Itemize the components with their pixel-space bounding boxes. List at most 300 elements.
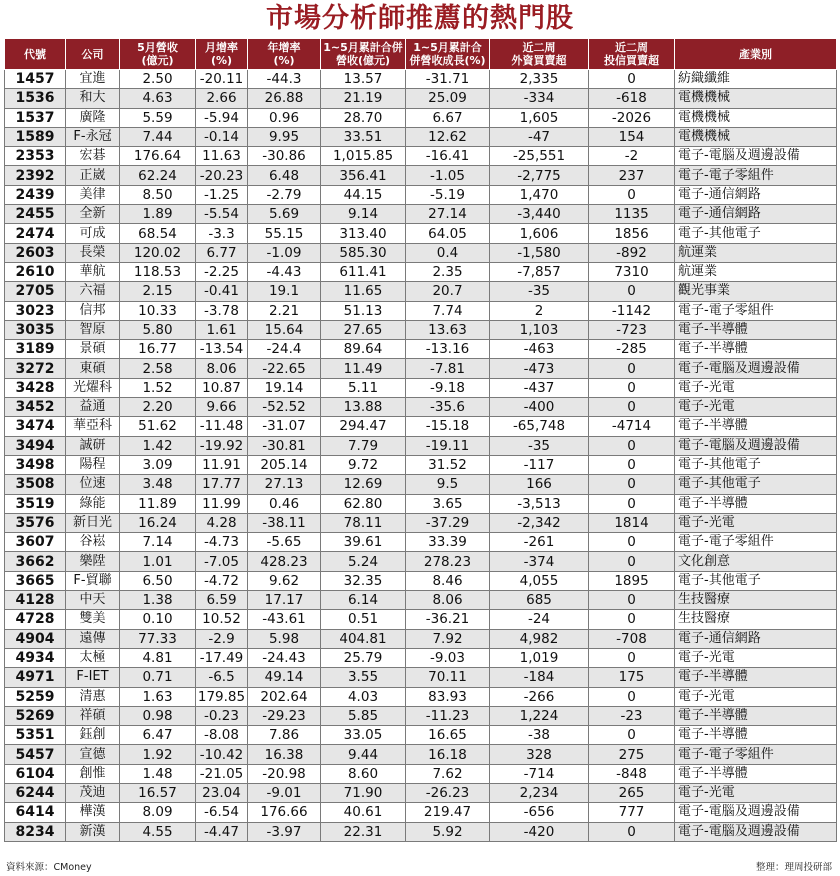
compiled-by-note: 整理：理周投研部 bbox=[755, 862, 832, 873]
column-header bbox=[406, 39, 490, 70]
month-growth-cell: -3.78 bbox=[196, 301, 248, 320]
year-growth-cell: 5.69 bbox=[248, 205, 321, 224]
company-name-cell: 新日光 bbox=[66, 513, 120, 532]
cumulative-revenue-cell: 33.51 bbox=[321, 127, 406, 146]
year-growth-cell: 9.62 bbox=[248, 571, 321, 590]
trust-net-buy-cell: 0 bbox=[589, 610, 675, 629]
company-name-cell: 全新 bbox=[66, 205, 120, 224]
company-name-cell: 遠傳 bbox=[66, 629, 120, 648]
cumulative-revenue-cell: 25.79 bbox=[321, 648, 406, 667]
year-growth-cell: -24.43 bbox=[248, 648, 321, 667]
trust-net-buy-cell: 1895 bbox=[589, 571, 675, 590]
trust-net-buy-cell: -723 bbox=[589, 320, 675, 339]
table-header-row bbox=[5, 39, 837, 70]
month-growth-cell: -11.48 bbox=[196, 417, 248, 436]
year-growth-cell: -31.07 bbox=[248, 417, 321, 436]
trust-net-buy-cell: 0 bbox=[589, 475, 675, 494]
column-header bbox=[196, 39, 248, 70]
month-growth-cell: -4.73 bbox=[196, 533, 248, 552]
stock-code-cell: 5269 bbox=[5, 706, 66, 725]
month-growth-cell: -0.23 bbox=[196, 706, 248, 725]
company-name-cell: 太極 bbox=[66, 648, 120, 667]
trust-net-buy-cell: 237 bbox=[589, 166, 675, 185]
month-growth-cell: 6.59 bbox=[196, 591, 248, 610]
trust-net-buy-cell: 0 bbox=[589, 359, 675, 378]
company-name-cell: 東碩 bbox=[66, 359, 120, 378]
company-name-cell: 清惠 bbox=[66, 687, 120, 706]
may-revenue-cell: 0.10 bbox=[120, 610, 196, 629]
trust-net-buy-cell: -2026 bbox=[589, 108, 675, 127]
cumulative-revenue-cell: 33.05 bbox=[321, 726, 406, 745]
industry-cell: 電子-電腦及週邊設備 bbox=[675, 436, 837, 455]
trust-net-buy-cell: -618 bbox=[589, 89, 675, 108]
cumulative-growth-cell: 33.39 bbox=[406, 533, 490, 552]
industry-cell: 電子-光電 bbox=[675, 648, 837, 667]
industry-cell: 電機機械 bbox=[675, 127, 837, 146]
table-row bbox=[5, 147, 837, 166]
year-growth-cell: -52.52 bbox=[248, 398, 321, 417]
may-revenue-cell: 3.09 bbox=[120, 455, 196, 474]
cumulative-growth-cell: -9.18 bbox=[406, 378, 490, 397]
month-growth-cell: -0.41 bbox=[196, 282, 248, 301]
stock-code-cell: 4971 bbox=[5, 668, 66, 687]
cumulative-growth-cell: 25.09 bbox=[406, 89, 490, 108]
stock-code-cell: 3665 bbox=[5, 571, 66, 590]
year-growth-cell: 5.98 bbox=[248, 629, 321, 648]
may-revenue-cell: 77.33 bbox=[120, 629, 196, 648]
year-growth-cell: -20.98 bbox=[248, 764, 321, 783]
cumulative-revenue-cell: 28.70 bbox=[321, 108, 406, 127]
may-revenue-cell: 0.98 bbox=[120, 706, 196, 725]
table-row bbox=[5, 513, 837, 532]
company-name-cell: 茂迪 bbox=[66, 783, 120, 802]
may-revenue-cell: 68.54 bbox=[120, 224, 196, 243]
industry-cell: 電機機械 bbox=[675, 108, 837, 127]
foreign-net-buy-cell: 685 bbox=[490, 591, 589, 610]
cumulative-growth-cell: 9.5 bbox=[406, 475, 490, 494]
company-name-cell: 谷崧 bbox=[66, 533, 120, 552]
foreign-net-buy-cell: -400 bbox=[490, 398, 589, 417]
year-growth-cell: 7.86 bbox=[248, 726, 321, 745]
column-header bbox=[66, 39, 120, 70]
company-name-cell: 祥碩 bbox=[66, 706, 120, 725]
column-header bbox=[490, 39, 589, 70]
may-revenue-cell: 7.44 bbox=[120, 127, 196, 146]
company-name-cell: 廣隆 bbox=[66, 108, 120, 127]
cumulative-revenue-cell: 89.64 bbox=[321, 340, 406, 359]
trust-net-buy-cell: 1814 bbox=[589, 513, 675, 532]
month-growth-cell: 179.85 bbox=[196, 687, 248, 706]
may-revenue-cell: 11.89 bbox=[120, 494, 196, 513]
cumulative-revenue-cell: 51.13 bbox=[321, 301, 406, 320]
trust-net-buy-cell: -23 bbox=[589, 706, 675, 725]
month-growth-cell: -10.42 bbox=[196, 745, 248, 764]
cumulative-growth-cell: 27.14 bbox=[406, 205, 490, 224]
year-growth-cell: -24.4 bbox=[248, 340, 321, 359]
foreign-net-buy-cell: 2,335 bbox=[490, 70, 589, 89]
table-row bbox=[5, 726, 837, 745]
industry-cell: 航運業 bbox=[675, 262, 837, 281]
company-name-cell: 新漢 bbox=[66, 822, 120, 841]
foreign-net-buy-cell: -1,580 bbox=[490, 243, 589, 262]
may-revenue-cell: 4.81 bbox=[120, 648, 196, 667]
industry-cell: 電子-通信網路 bbox=[675, 185, 837, 204]
stock-code-cell: 4934 bbox=[5, 648, 66, 667]
month-growth-cell: 17.77 bbox=[196, 475, 248, 494]
industry-cell: 電子-電腦及週邊設備 bbox=[675, 359, 837, 378]
column-header-text: 近二周 bbox=[522, 41, 556, 54]
industry-cell: 電子-光電 bbox=[675, 783, 837, 802]
column-header-text: 投信買賣超 bbox=[604, 54, 659, 67]
may-revenue-cell: 1.01 bbox=[120, 552, 196, 571]
table-row bbox=[5, 687, 837, 706]
may-revenue-cell: 16.57 bbox=[120, 783, 196, 802]
trust-net-buy-cell: 777 bbox=[589, 803, 675, 822]
trust-net-buy-cell: 7310 bbox=[589, 262, 675, 281]
cumulative-growth-cell: 70.11 bbox=[406, 668, 490, 687]
company-name-cell: 華亞科 bbox=[66, 417, 120, 436]
foreign-net-buy-cell: 1,103 bbox=[490, 320, 589, 339]
industry-cell: 電子-其他電子 bbox=[675, 571, 837, 590]
cumulative-revenue-cell: 5.85 bbox=[321, 706, 406, 725]
month-growth-cell: 10.87 bbox=[196, 378, 248, 397]
table-row bbox=[5, 127, 837, 146]
cumulative-revenue-cell: 78.11 bbox=[321, 513, 406, 532]
foreign-net-buy-cell: -656 bbox=[490, 803, 589, 822]
trust-net-buy-cell: 0 bbox=[589, 726, 675, 745]
year-growth-cell: -44.3 bbox=[248, 70, 321, 89]
industry-cell: 航運業 bbox=[675, 243, 837, 262]
column-header bbox=[5, 39, 66, 70]
year-growth-cell: 15.64 bbox=[248, 320, 321, 339]
trust-net-buy-cell: 0 bbox=[589, 455, 675, 474]
may-revenue-cell: 1.52 bbox=[120, 378, 196, 397]
month-growth-cell: -8.08 bbox=[196, 726, 248, 745]
stock-code-cell: 2603 bbox=[5, 243, 66, 262]
month-growth-cell: -1.25 bbox=[196, 185, 248, 204]
foreign-net-buy-cell: 2,234 bbox=[490, 783, 589, 802]
cumulative-growth-cell: 3.65 bbox=[406, 494, 490, 513]
foreign-net-buy-cell: -7,857 bbox=[490, 262, 589, 281]
month-growth-cell: 4.28 bbox=[196, 513, 248, 532]
month-growth-cell: -20.11 bbox=[196, 70, 248, 89]
cumulative-revenue-cell: 611.41 bbox=[321, 262, 406, 281]
cumulative-growth-cell: -13.16 bbox=[406, 340, 490, 359]
cumulative-growth-cell: 13.63 bbox=[406, 320, 490, 339]
company-name-cell: 和大 bbox=[66, 89, 120, 108]
company-name-cell: 樺漢 bbox=[66, 803, 120, 822]
cumulative-growth-cell: 64.05 bbox=[406, 224, 490, 243]
foreign-net-buy-cell: 4,982 bbox=[490, 629, 589, 648]
year-growth-cell: 19.14 bbox=[248, 378, 321, 397]
stock-code-cell: 2439 bbox=[5, 185, 66, 204]
cumulative-revenue-cell: 39.61 bbox=[321, 533, 406, 552]
industry-cell: 電子-電腦及週邊設備 bbox=[675, 822, 837, 841]
may-revenue-cell: 2.20 bbox=[120, 398, 196, 417]
table-row bbox=[5, 108, 837, 127]
industry-cell: 電子-光電 bbox=[675, 687, 837, 706]
industry-cell: 電子-半導體 bbox=[675, 320, 837, 339]
trust-net-buy-cell: 1856 bbox=[589, 224, 675, 243]
may-revenue-cell: 1.89 bbox=[120, 205, 196, 224]
year-growth-cell: 0.96 bbox=[248, 108, 321, 127]
foreign-net-buy-cell: -334 bbox=[490, 89, 589, 108]
month-growth-cell: 10.52 bbox=[196, 610, 248, 629]
cumulative-growth-cell: 7.62 bbox=[406, 764, 490, 783]
table-row bbox=[5, 610, 837, 629]
table-row bbox=[5, 571, 837, 590]
foreign-net-buy-cell: -420 bbox=[490, 822, 589, 841]
year-growth-cell: 17.17 bbox=[248, 591, 321, 610]
trust-net-buy-cell: 0 bbox=[589, 185, 675, 204]
page-title: 市場分析師推薦的熱門股 bbox=[266, 3, 574, 34]
industry-cell: 電子-通信網路 bbox=[675, 629, 837, 648]
industry-cell: 電子-電子零組件 bbox=[675, 301, 837, 320]
cumulative-growth-cell: 12.62 bbox=[406, 127, 490, 146]
year-growth-cell: -5.65 bbox=[248, 533, 321, 552]
may-revenue-cell: 1.92 bbox=[120, 745, 196, 764]
trust-net-buy-cell: 0 bbox=[589, 494, 675, 513]
industry-cell: 電子-半導體 bbox=[675, 764, 837, 783]
company-name-cell: 長榮 bbox=[66, 243, 120, 262]
cumulative-growth-cell: 278.23 bbox=[406, 552, 490, 571]
table-row bbox=[5, 668, 837, 687]
cumulative-revenue-cell: 6.14 bbox=[321, 591, 406, 610]
stock-code-cell: 6244 bbox=[5, 783, 66, 802]
year-growth-cell: 2.21 bbox=[248, 301, 321, 320]
cumulative-revenue-cell: 32.35 bbox=[321, 571, 406, 590]
year-growth-cell: -30.81 bbox=[248, 436, 321, 455]
stock-code-cell: 3607 bbox=[5, 533, 66, 552]
cumulative-growth-cell: 16.18 bbox=[406, 745, 490, 764]
cumulative-revenue-cell: 3.55 bbox=[321, 668, 406, 687]
trust-net-buy-cell: 1135 bbox=[589, 205, 675, 224]
cumulative-growth-cell: 83.93 bbox=[406, 687, 490, 706]
foreign-net-buy-cell: 166 bbox=[490, 475, 589, 494]
table-row bbox=[5, 262, 837, 281]
column-header-text: 5月營收 bbox=[137, 41, 178, 54]
company-name-cell: 鈺創 bbox=[66, 726, 120, 745]
company-name-cell: 美律 bbox=[66, 185, 120, 204]
table-body bbox=[5, 70, 837, 842]
cumulative-growth-cell: 8.06 bbox=[406, 591, 490, 610]
month-growth-cell: -21.05 bbox=[196, 764, 248, 783]
foreign-net-buy-cell: -266 bbox=[490, 687, 589, 706]
cumulative-growth-cell: 7.74 bbox=[406, 301, 490, 320]
industry-cell: 電子-電子零組件 bbox=[675, 166, 837, 185]
industry-cell: 電機機械 bbox=[675, 89, 837, 108]
may-revenue-cell: 5.59 bbox=[120, 108, 196, 127]
stock-code-cell: 3189 bbox=[5, 340, 66, 359]
company-name-cell: 正崴 bbox=[66, 166, 120, 185]
industry-cell: 電子-半導體 bbox=[675, 340, 837, 359]
stock-code-cell: 3662 bbox=[5, 552, 66, 571]
industry-cell: 電子-電子零組件 bbox=[675, 745, 837, 764]
month-growth-cell: 11.99 bbox=[196, 494, 248, 513]
cumulative-revenue-cell: 27.65 bbox=[321, 320, 406, 339]
trust-net-buy-cell: -848 bbox=[589, 764, 675, 783]
stock-code-cell: 3023 bbox=[5, 301, 66, 320]
company-name-cell: 華航 bbox=[66, 262, 120, 281]
table-row bbox=[5, 475, 837, 494]
stock-code-cell: 3519 bbox=[5, 494, 66, 513]
column-header-text: 年增率 bbox=[267, 41, 301, 54]
cumulative-growth-cell: -1.05 bbox=[406, 166, 490, 185]
column-header-text: 外資買賣超 bbox=[511, 54, 567, 67]
cumulative-growth-cell: -7.81 bbox=[406, 359, 490, 378]
industry-cell: 電子-通信網路 bbox=[675, 205, 837, 224]
cumulative-growth-cell: 31.52 bbox=[406, 455, 490, 474]
table-row bbox=[5, 301, 837, 320]
stock-code-cell: 3576 bbox=[5, 513, 66, 532]
cumulative-growth-cell: 20.7 bbox=[406, 282, 490, 301]
cumulative-growth-cell: -36.21 bbox=[406, 610, 490, 629]
cumulative-growth-cell: -31.71 bbox=[406, 70, 490, 89]
table-row bbox=[5, 591, 837, 610]
stock-code-cell: 2705 bbox=[5, 282, 66, 301]
industry-cell: 電子-半導體 bbox=[675, 494, 837, 513]
year-growth-cell: -9.01 bbox=[248, 783, 321, 802]
foreign-net-buy-cell: -261 bbox=[490, 533, 589, 552]
cumulative-revenue-cell: 313.40 bbox=[321, 224, 406, 243]
industry-cell: 生技醫療 bbox=[675, 591, 837, 610]
year-growth-cell: -22.65 bbox=[248, 359, 321, 378]
month-growth-cell: 23.04 bbox=[196, 783, 248, 802]
month-growth-cell: -2.25 bbox=[196, 262, 248, 281]
stock-code-cell: 5351 bbox=[5, 726, 66, 745]
month-growth-cell: -7.05 bbox=[196, 552, 248, 571]
cumulative-revenue-cell: 11.49 bbox=[321, 359, 406, 378]
cumulative-growth-cell: 0.4 bbox=[406, 243, 490, 262]
year-growth-cell: 176.66 bbox=[248, 803, 321, 822]
company-name-cell: 雙美 bbox=[66, 610, 120, 629]
may-revenue-cell: 16.24 bbox=[120, 513, 196, 532]
stock-code-cell: 6104 bbox=[5, 764, 66, 783]
stock-code-cell: 4904 bbox=[5, 629, 66, 648]
stock-code-cell: 4728 bbox=[5, 610, 66, 629]
foreign-net-buy-cell: -25,551 bbox=[490, 147, 589, 166]
company-name-cell: F-永冠 bbox=[66, 127, 120, 146]
month-growth-cell: -4.72 bbox=[196, 571, 248, 590]
table-row bbox=[5, 417, 837, 436]
month-growth-cell: 2.66 bbox=[196, 89, 248, 108]
year-growth-cell: -29.23 bbox=[248, 706, 321, 725]
trust-net-buy-cell: 0 bbox=[589, 687, 675, 706]
column-header-text: 代號 bbox=[24, 47, 46, 61]
column-header bbox=[321, 39, 406, 70]
column-header bbox=[120, 39, 196, 70]
company-name-cell: 中天 bbox=[66, 591, 120, 610]
industry-cell: 電子-光電 bbox=[675, 398, 837, 417]
cumulative-revenue-cell: 44.15 bbox=[321, 185, 406, 204]
table-row bbox=[5, 340, 837, 359]
trust-net-buy-cell: 0 bbox=[589, 591, 675, 610]
trust-net-buy-cell: -708 bbox=[589, 629, 675, 648]
company-name-cell: F-貿聯 bbox=[66, 571, 120, 590]
industry-cell: 電子-其他電子 bbox=[675, 455, 837, 474]
stock-table bbox=[4, 38, 837, 842]
column-header-text: 併營收成長(%) bbox=[409, 54, 486, 67]
stock-code-cell: 2392 bbox=[5, 166, 66, 185]
company-name-cell: 景碩 bbox=[66, 340, 120, 359]
stock-code-cell: 3428 bbox=[5, 378, 66, 397]
may-revenue-cell: 0.71 bbox=[120, 668, 196, 687]
stock-code-cell: 1536 bbox=[5, 89, 66, 108]
table-row bbox=[5, 436, 837, 455]
foreign-net-buy-cell: 2 bbox=[490, 301, 589, 320]
month-growth-cell: 6.77 bbox=[196, 243, 248, 262]
foreign-net-buy-cell: -38 bbox=[490, 726, 589, 745]
may-revenue-cell: 4.63 bbox=[120, 89, 196, 108]
stock-code-cell: 2610 bbox=[5, 262, 66, 281]
table-row bbox=[5, 745, 837, 764]
may-revenue-cell: 1.42 bbox=[120, 436, 196, 455]
company-name-cell: 宏碁 bbox=[66, 147, 120, 166]
column-header-text: 產業別 bbox=[739, 47, 772, 61]
month-growth-cell: -2.9 bbox=[196, 629, 248, 648]
column-header-text: 1~5月累計合 bbox=[413, 41, 482, 54]
company-name-cell: 陽程 bbox=[66, 455, 120, 474]
trust-net-buy-cell: 0 bbox=[589, 533, 675, 552]
stock-code-cell: 3272 bbox=[5, 359, 66, 378]
may-revenue-cell: 118.53 bbox=[120, 262, 196, 281]
table-row bbox=[5, 185, 837, 204]
may-revenue-cell: 10.33 bbox=[120, 301, 196, 320]
foreign-net-buy-cell: -3,513 bbox=[490, 494, 589, 513]
column-header bbox=[248, 39, 321, 70]
may-revenue-cell: 62.24 bbox=[120, 166, 196, 185]
stock-code-cell: 5457 bbox=[5, 745, 66, 764]
cumulative-revenue-cell: 9.44 bbox=[321, 745, 406, 764]
cumulative-revenue-cell: 22.31 bbox=[321, 822, 406, 841]
month-growth-cell: -4.47 bbox=[196, 822, 248, 841]
cumulative-growth-cell: -9.03 bbox=[406, 648, 490, 667]
cumulative-revenue-cell: 40.61 bbox=[321, 803, 406, 822]
cumulative-growth-cell: 219.47 bbox=[406, 803, 490, 822]
foreign-net-buy-cell: 1,019 bbox=[490, 648, 589, 667]
cumulative-revenue-cell: 9.72 bbox=[321, 455, 406, 474]
stock-code-cell: 2455 bbox=[5, 205, 66, 224]
trust-net-buy-cell: 0 bbox=[589, 552, 675, 571]
may-revenue-cell: 120.02 bbox=[120, 243, 196, 262]
foreign-net-buy-cell: -24 bbox=[490, 610, 589, 629]
year-growth-cell: 0.46 bbox=[248, 494, 321, 513]
year-growth-cell: 202.64 bbox=[248, 687, 321, 706]
trust-net-buy-cell: -4714 bbox=[589, 417, 675, 436]
industry-cell: 電子-光電 bbox=[675, 378, 837, 397]
source-note: 資料來源：CMoney bbox=[6, 862, 92, 873]
cumulative-revenue-cell: 294.47 bbox=[321, 417, 406, 436]
table-row bbox=[5, 783, 837, 802]
month-growth-cell: 11.91 bbox=[196, 455, 248, 474]
company-name-cell: 誠研 bbox=[66, 436, 120, 455]
table-row bbox=[5, 378, 837, 397]
industry-cell: 電子-光電 bbox=[675, 513, 837, 532]
stock-code-cell: 1537 bbox=[5, 108, 66, 127]
table-row bbox=[5, 320, 837, 339]
stock-code-cell: 2474 bbox=[5, 224, 66, 243]
company-name-cell: 六福 bbox=[66, 282, 120, 301]
company-name-cell: 光燿科 bbox=[66, 378, 120, 397]
stock-code-cell: 3474 bbox=[5, 417, 66, 436]
cumulative-revenue-cell: 8.60 bbox=[321, 764, 406, 783]
may-revenue-cell: 1.38 bbox=[120, 591, 196, 610]
cumulative-revenue-cell: 71.90 bbox=[321, 783, 406, 802]
year-growth-cell: 428.23 bbox=[248, 552, 321, 571]
foreign-net-buy-cell: -47 bbox=[490, 127, 589, 146]
cumulative-growth-cell: -5.19 bbox=[406, 185, 490, 204]
company-name-cell: 智原 bbox=[66, 320, 120, 339]
